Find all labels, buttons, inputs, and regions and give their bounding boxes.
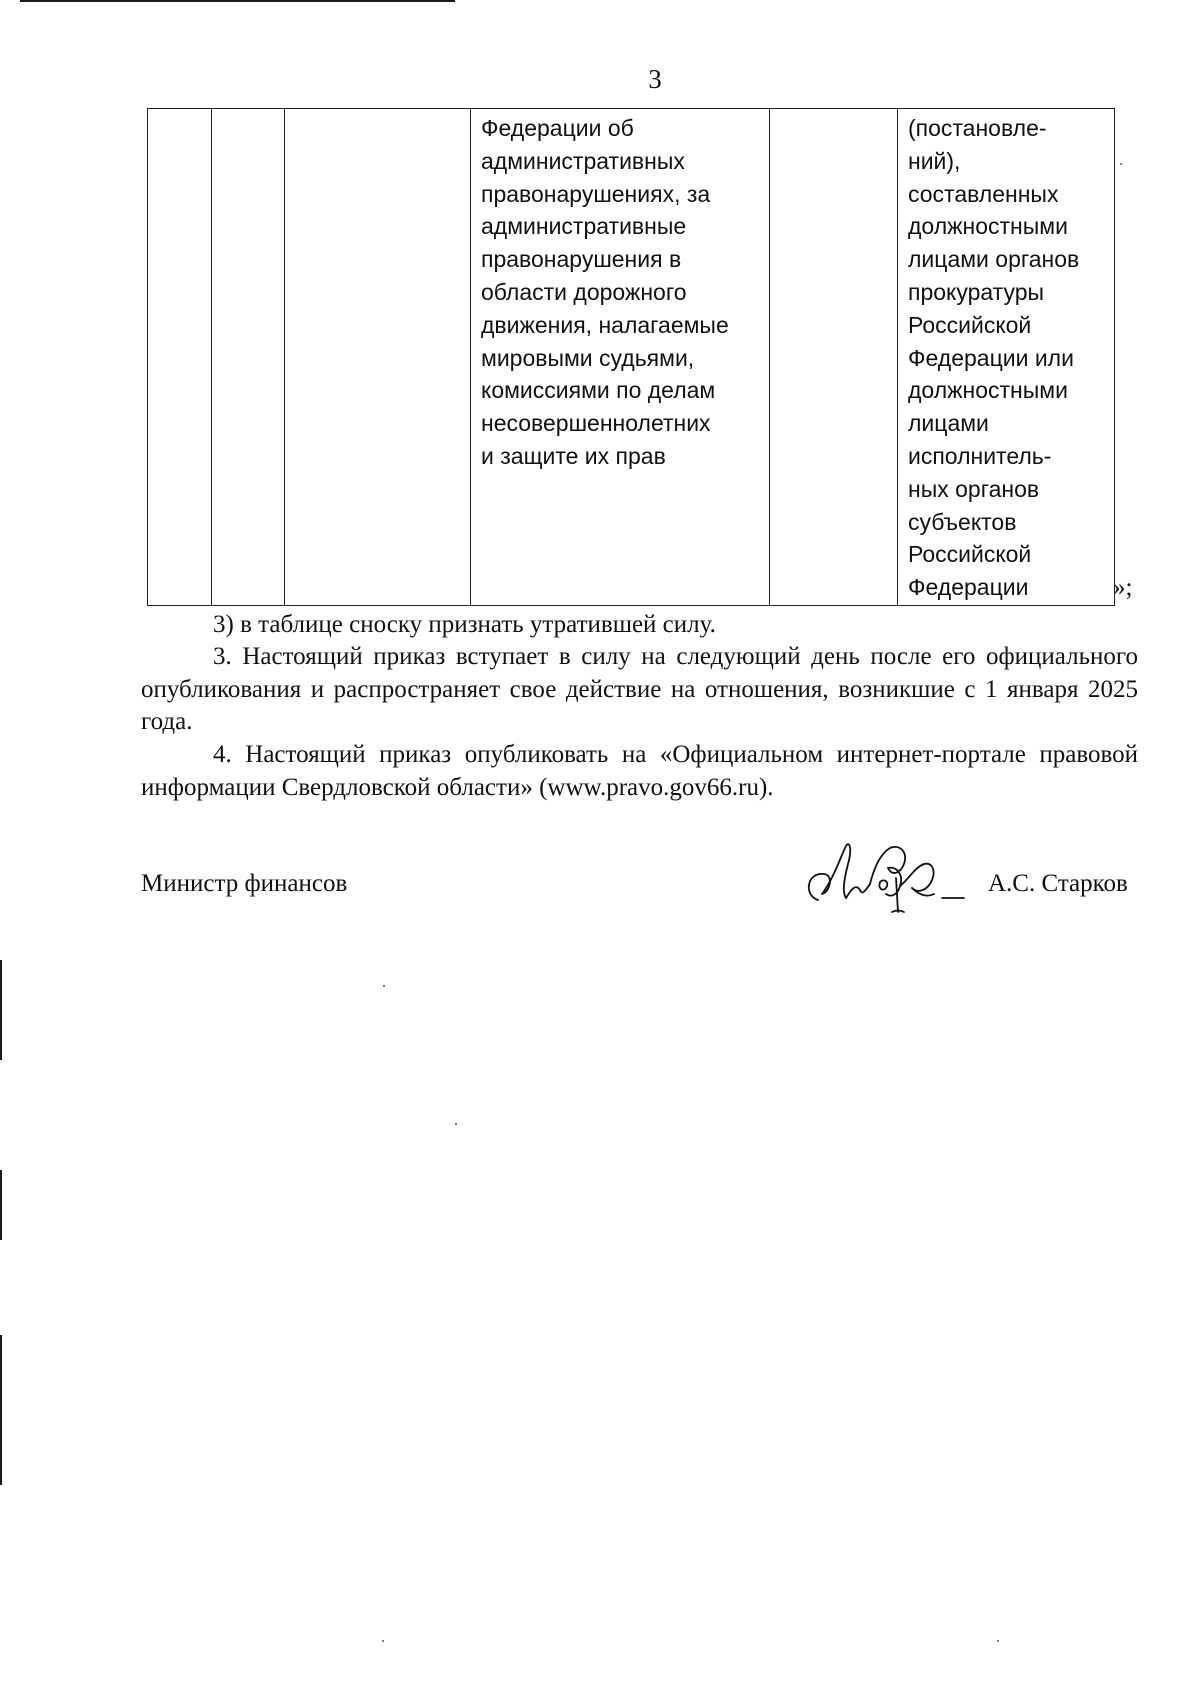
cell-text-issuing-authority	[898, 109, 1114, 604]
scan-edge-mark-left-3	[0, 1335, 2, 1485]
cell-line: должностными	[908, 377, 1068, 404]
cell-line: несовершеннолетних	[481, 410, 711, 437]
table-cell-col1	[148, 109, 212, 606]
scan-speck	[1120, 163, 1122, 165]
paragraph-4-publication: 4. Настоящий приказ опубликовать на «Официальном интернет-портале правовой информации Свердловской области» (www.pravo.gov66.ru).	[141, 741, 1138, 801]
table-row	[148, 109, 1115, 606]
table-cell-col2	[212, 109, 285, 606]
signoff-title: Министр финансов	[141, 870, 348, 897]
table-cell-col3	[285, 109, 471, 606]
scan-speck	[383, 985, 385, 987]
cell-line: административные	[481, 213, 687, 240]
closing-quote: »;	[1113, 574, 1133, 601]
cell-line: и защите их прав	[481, 442, 666, 469]
scan-speck	[382, 1640, 384, 1642]
cell-line: составленных	[908, 180, 1059, 207]
cell-line: Федерации	[908, 574, 1029, 601]
cell-line: лицами	[908, 410, 989, 437]
cell-line: Российской	[908, 541, 1032, 568]
cell-line: исполнитель-	[908, 442, 1052, 469]
cell-line: субъектов	[908, 508, 1017, 535]
cell-line: (постановле-	[908, 115, 1047, 141]
cell-line: движения, налагаемые	[481, 311, 729, 338]
cell-line: комиссиями по делам	[481, 377, 716, 404]
handwritten-signature	[800, 838, 970, 918]
cell-line: Российской	[908, 311, 1032, 338]
scan-edge-mark-left-1	[0, 960, 2, 1060]
scan-edge-mark-left-2	[0, 1170, 2, 1240]
table-cell-col5	[770, 109, 898, 606]
scan-speck	[997, 1640, 999, 1642]
scan-edge-mark-top	[20, 0, 455, 2]
cell-line: должностными	[908, 213, 1068, 240]
page-number: 3	[648, 64, 662, 94]
table-cell-col6	[898, 109, 1115, 606]
continued-table	[147, 108, 1115, 606]
cell-line: Федерации об	[481, 115, 634, 141]
scan-speck	[455, 1123, 457, 1125]
cell-line: ний),	[908, 147, 961, 174]
cell-line: прокуратуры	[908, 278, 1045, 305]
cell-line: ных органов	[908, 475, 1040, 502]
cell-line: мировыми судьями,	[481, 344, 695, 371]
cell-line: Федерации или	[908, 344, 1074, 371]
cell-line: области дорожного	[481, 278, 687, 305]
signatory-name: А.С. Старков	[988, 870, 1128, 897]
table-cell-col4	[471, 109, 770, 606]
item-3-footnote: 3) в таблице сноску признать утратившей силу.	[213, 611, 716, 638]
cell-line: административных	[481, 147, 685, 174]
cell-text-offense-description	[471, 109, 769, 473]
paragraph-3-effective-date: 3. Настоящий приказ вступает в силу на следующий день после его официального опубликования и распространяет свое действие на отношения, возникшие с 1 января 2025 года.	[141, 643, 1138, 736]
cell-line: правонарушения в	[481, 246, 682, 273]
cell-line: правонарушениях, за	[481, 180, 711, 207]
cell-line: лицами органов	[908, 246, 1080, 273]
